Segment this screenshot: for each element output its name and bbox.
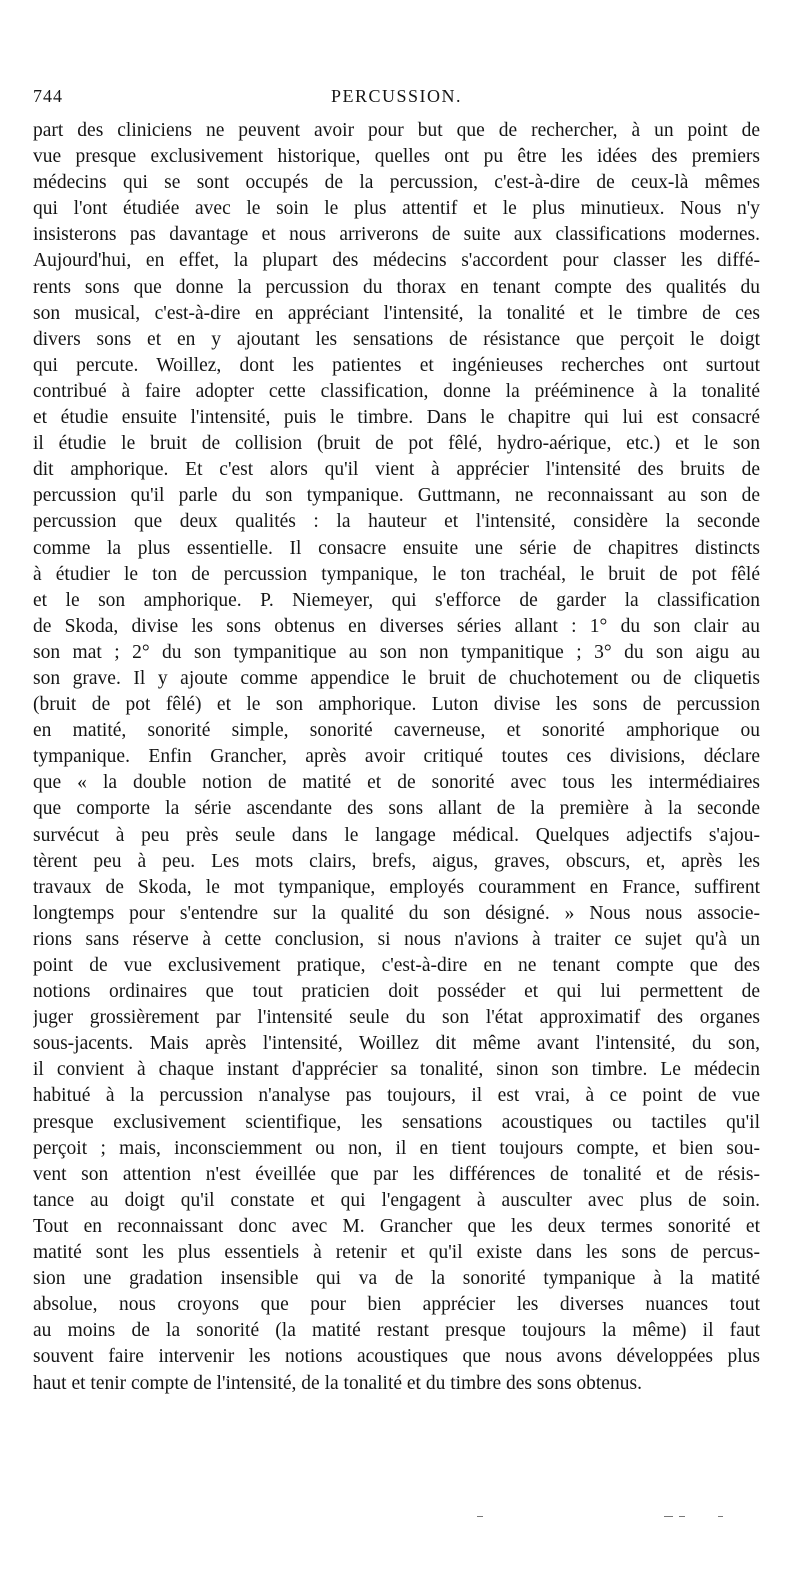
text-line: Tout en reconnaissant donc avec M. Grancher que les deux termes sonorité et [33,1215,760,1237]
text-line: absolue, nous croyons que pour bien apprécier les diverses nuances tout [33,1294,760,1316]
footer-mark [718,1516,723,1517]
text-line: habitué à la percussion n'analyse pas toujours, il est vrai, à ce point de vue [33,1085,760,1107]
text-line: sion une gradation insensible qui va de la sonorité tympanique à la matité [33,1268,760,1290]
text-line: haut et tenir compte de l'intensité, de la tonalité et du timbre des sons obtenus. [33,1372,642,1394]
text-line: sous-jacents. Mais après l'intensité, Woillez dit même avant l'intensité, du son, [33,1033,760,1055]
text-line: insisterons pas davantage et nous arriverons de suite aux classifications modernes. [33,224,760,246]
text-line: souvent faire intervenir les notions acoustiques que nous avons développées plus [33,1346,760,1368]
body-text [33,118,760,1397]
text-line: et étudie ensuite l'intensité, puis le timbre. Dans le chapitre qui lui est consacré [33,407,760,429]
text-line: dit amphorique. Et c'est alors qu'il vient à apprécier l'intensité des bruits de [33,459,760,481]
text-line: point de vue exclusivement pratique, c'est-à-dire en ne tenant compte que des [33,955,760,976]
text-line: longtemps pour s'entendre sur la qualité du son désigné. » Nous nous associe- [33,902,760,924]
text-line: médecins qui se sont occupés de la percussion, c'est-à-dire de ceux-là mêmes [33,172,760,194]
running-head [33,80,760,110]
text-line: vue presque exclusivement historique, quelles ont pu être les idées des premiers [33,146,760,168]
text-line: survécut à peu près seule dans le langage médical. Quelques adjectifs s'ajou- [33,824,760,846]
text-line: (bruit de pot fêlé) et le son amphorique. Luton divise les sons de percussion [33,694,760,716]
text-line: juger grossièrement par l'intensité seule du son l'état approximatif des organes [33,1007,760,1029]
text-line: presque exclusivement scientifique, les sensations acoustiques ou tactiles qu'il [33,1111,760,1133]
text-line: tance au doigt qu'il constate et qui l'engagent à ausculter avec plus de soin. [33,1189,760,1211]
footer-mark [679,1516,685,1517]
text-line: il convient à chaque instant d'apprécier sa tonalité, sinon son timbre. Le médecin [33,1059,760,1081]
running-title: PERCUSSION. [330,86,463,106]
text-line: percussion qu'il parle du son tympanique. Guttmann, ne reconnaissant au son de [33,485,760,507]
text-line: Aujourd'hui, en effet, la plupart des médecins s'accordent pour classer les diffé- [33,250,760,272]
footer-mark [664,1516,673,1517]
text-line: en matité, sonorité simple, sonorité caverneuse, et sonorité amphorique ou [33,720,760,742]
footer-mark [477,1516,483,1517]
text-line: rents sons que donne la percussion du thorax en tenant compte des qualités du [33,276,760,298]
text-line: au moins de la sonorité (la matité restant presque toujours la même) il faut [33,1320,760,1342]
text-line: vent son attention n'est éveillée que par les différences de tonalité et de résis- [33,1163,760,1185]
text-line: divers sons et en y ajoutant les sensations de résistance que perçoit le doigt [33,328,760,350]
text-line: à étudier le ton de percussion tympanique, le ton trachéal, le bruit de pot fêlé [33,563,760,585]
text-line: et le son amphorique. P. Niemeyer, qui s'efforce de garder la classification [33,589,760,611]
text-line: de Skoda, divise les sons obtenus en diverses séries allant : 1° du son clair au [33,615,760,637]
text-line: son musical, c'est-à-dire en appréciant l'intensité, la tonalité et le timbre de ces [33,302,760,324]
text-line: percussion que deux qualités : la hauteur et l'intensité, considère la seconde [33,511,760,533]
text-line: notions ordinaires que tout praticien doit posséder et qui lui permettent de [33,981,760,1003]
text-line: qui percute. Woillez, dont les patientes et ingénieuses recherches ont surtout [33,354,760,376]
text-line: matité sont les plus essentiels à retenir et qu'il existe dans les sons de percus- [33,1242,760,1264]
text-line: son mat ; 2° du son tympanitique au son non tympanitique ; 3° du son aigu au [33,641,760,663]
text-line: il étudie le bruit de collision (bruit de pot fêlé, hydro-aérique, etc.) et le son [33,433,760,455]
text-line: tympanique. Enfin Grancher, après avoir critiqué toutes ces divisions, déclare [33,746,760,768]
page-number: 744 [33,86,63,106]
text-line: part des cliniciens ne peuvent avoir pour but que de rechercher, à un point de [33,120,760,141]
text-line: tèrent peu à peu. Les mots clairs, brefs, aigus, graves, obscurs, et, après les [33,850,760,872]
text-line: qui l'ont étudiée avec le soin le plus attentif et le plus minutieux. Nous n'y [33,198,760,220]
text-line: contribué à faire adopter cette classification, donne la prééminence à la tonalité [33,380,760,402]
text-line: comme la plus essentielle. Il consacre ensuite une série de chapitres distincts [33,537,760,559]
text-line: que comporte la série ascendante des sons allant de la première à la seconde [33,798,760,820]
page-footer-marks [0,1516,800,1526]
text-line: que « la double notion de matité et de sonorité avec tous les intermédiaires [33,772,760,794]
book-page [33,80,760,1397]
text-line: rions sans réserve à cette conclusion, si nous n'avions à traiter ce sujet qu'à un [33,928,760,950]
text-line: travaux de Skoda, le mot tympanique, employés couramment en France, suffirent [33,876,760,898]
text-line: perçoit ; mais, inconsciemment ou non, il en tient toujours compte, et bien sou- [33,1137,760,1159]
text-line: son grave. Il y ajoute comme appendice le bruit de chuchotement ou de cliquetis [33,667,760,689]
